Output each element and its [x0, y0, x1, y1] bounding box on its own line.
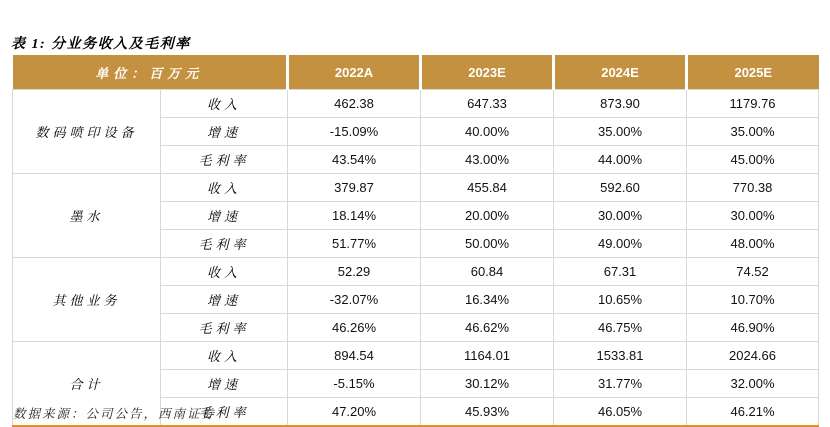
header-row — [13, 55, 819, 90]
value-cell-2023E: 20.00% — [421, 202, 554, 230]
value-cell-2025E: 46.21% — [687, 398, 819, 427]
value-cell-2023E: 16.34% — [421, 286, 554, 314]
value-cell-2024E: 31.77% — [554, 370, 687, 398]
value-cell-2022A: 43.54% — [288, 146, 421, 174]
value-cell-2022A: 52.29 — [288, 258, 421, 286]
value-cell-2023E: 1164.01 — [421, 342, 554, 370]
group-name-cell: 数码喷印设备 — [13, 90, 161, 174]
value-cell-2022A: -32.07% — [288, 286, 421, 314]
value-cell-2022A: 46.26% — [288, 314, 421, 342]
column-header-2023E: 2023E — [421, 55, 554, 90]
table-row — [13, 258, 819, 286]
metric-label-cell: 增速 — [161, 118, 288, 146]
value-cell-2024E: 1533.81 — [554, 342, 687, 370]
value-cell-2023E: 40.00% — [421, 118, 554, 146]
table-row — [13, 90, 819, 118]
metric-label-cell: 毛利率 — [161, 398, 288, 427]
unit-header-cell: 单位：百万元 — [13, 55, 288, 90]
metric-label-cell: 收入 — [161, 174, 288, 202]
value-cell-2023E: 60.84 — [421, 258, 554, 286]
value-cell-2025E: 10.70% — [687, 286, 819, 314]
value-cell-2023E: 647.33 — [421, 90, 554, 118]
value-cell-2024E: 46.75% — [554, 314, 687, 342]
table-row — [13, 174, 819, 202]
group-name-cell: 其他业务 — [13, 258, 161, 342]
value-cell-2023E: 30.12% — [421, 370, 554, 398]
value-cell-2022A: -5.15% — [288, 370, 421, 398]
column-header-2025E: 2025E — [687, 55, 819, 90]
value-cell-2023E: 43.00% — [421, 146, 554, 174]
value-cell-2024E: 67.31 — [554, 258, 687, 286]
value-cell-2023E: 46.62% — [421, 314, 554, 342]
value-cell-2022A: 18.14% — [288, 202, 421, 230]
metric-label-cell: 收入 — [161, 258, 288, 286]
metric-label-cell: 毛利率 — [161, 146, 288, 174]
value-cell-2022A: 47.20% — [288, 398, 421, 427]
value-cell-2025E: 45.00% — [687, 146, 819, 174]
value-cell-2025E: 770.38 — [687, 174, 819, 202]
value-cell-2022A: 894.54 — [288, 342, 421, 370]
metric-label-cell: 收入 — [161, 342, 288, 370]
value-cell-2024E: 873.90 — [554, 90, 687, 118]
metric-label-cell: 毛利率 — [161, 230, 288, 258]
value-cell-2022A: 51.77% — [288, 230, 421, 258]
value-cell-2024E: 592.60 — [554, 174, 687, 202]
value-cell-2023E: 50.00% — [421, 230, 554, 258]
revenue-margin-table — [12, 55, 818, 427]
value-cell-2025E: 2024.66 — [687, 342, 819, 370]
value-cell-2025E: 30.00% — [687, 202, 819, 230]
column-header-2022A: 2022A — [288, 55, 421, 90]
value-cell-2024E: 46.05% — [554, 398, 687, 427]
metric-label-cell: 增速 — [161, 370, 288, 398]
metric-label-cell: 增速 — [161, 286, 288, 314]
value-cell-2025E: 1179.76 — [687, 90, 819, 118]
value-cell-2024E: 10.65% — [554, 286, 687, 314]
column-header-2024E: 2024E — [554, 55, 687, 90]
metric-label-cell: 毛利率 — [161, 314, 288, 342]
value-cell-2024E: 49.00% — [554, 230, 687, 258]
table-row — [13, 342, 819, 370]
value-cell-2022A: -15.09% — [288, 118, 421, 146]
value-cell-2025E: 35.00% — [687, 118, 819, 146]
value-cell-2023E: 455.84 — [421, 174, 554, 202]
value-cell-2024E: 44.00% — [554, 146, 687, 174]
value-cell-2025E: 48.00% — [687, 230, 819, 258]
value-cell-2025E: 74.52 — [687, 258, 819, 286]
page-title: 表 1: 分业务收入及毛利率 — [11, 37, 191, 52]
metric-label-cell: 增速 — [161, 202, 288, 230]
value-cell-2022A: 462.38 — [288, 90, 421, 118]
value-cell-2022A: 379.87 — [288, 174, 421, 202]
value-cell-2023E: 45.93% — [421, 398, 554, 427]
group-name-cell: 合计 — [13, 342, 161, 427]
metric-label-cell: 收入 — [161, 90, 288, 118]
value-cell-2024E: 35.00% — [554, 118, 687, 146]
value-cell-2025E: 32.00% — [687, 370, 819, 398]
value-cell-2025E: 46.90% — [687, 314, 819, 342]
table-body — [13, 90, 819, 427]
group-name-cell: 墨水 — [13, 174, 161, 258]
value-cell-2024E: 30.00% — [554, 202, 687, 230]
source-note: 数据来源：公司公告，西南证券 — [13, 407, 217, 421]
data-table — [12, 55, 819, 427]
